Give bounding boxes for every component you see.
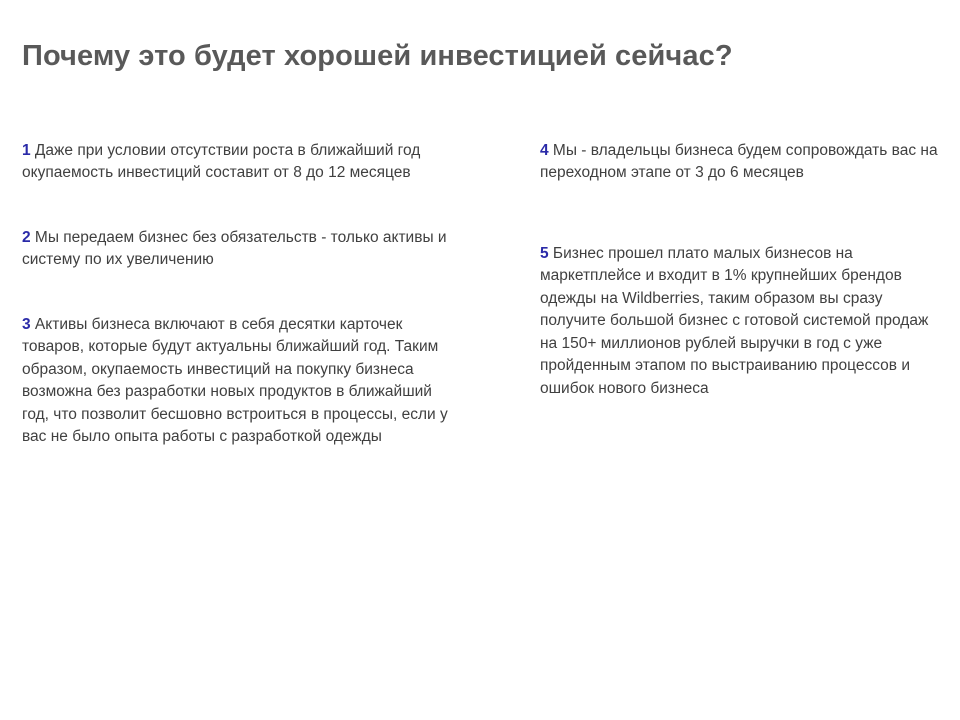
item-text: Мы - владельцы бизнеса будем сопровождать вас на переходном этапе от 3 до 6 месяцев bbox=[540, 142, 938, 182]
right-column bbox=[480, 140, 938, 400]
item-number: 2 bbox=[22, 228, 31, 246]
item-text: Активы бизнеса включают в себя десятки карточек товаров, которые будут актуальны ближайший год. Таким образом, окупаемость инвестиций на покупку бизнеса возможна без разработки новых продуктов в ближайший год, что позволит бесшовно встроиться в процессы, если у вас не было опыта работы с разработкой одежды bbox=[22, 315, 448, 446]
list-item bbox=[22, 227, 462, 272]
list-item bbox=[22, 140, 462, 185]
page-title: Почему это будет хорошей инвестицией сейчас? bbox=[22, 40, 733, 72]
list-item bbox=[22, 314, 462, 449]
list-item bbox=[540, 140, 938, 185]
list-item bbox=[540, 243, 938, 400]
item-text: Бизнес прошел плато малых бизнесов на маркетплейсе и входит в 1% крупнейших брендов одежды на Wildberries, таким образом вы сразу получите большой бизнес с готовой системой продаж на 150+ миллионов рублей выручки в год с уже пройденным этапом по выстраиванию процессов и ошибок нового бизнеса bbox=[540, 244, 929, 397]
left-column bbox=[22, 140, 480, 449]
item-text: Мы передаем бизнес без обязательств - только активы и систему по их увеличению bbox=[22, 228, 447, 269]
item-number: 4 bbox=[540, 142, 549, 159]
item-number: 3 bbox=[22, 315, 31, 333]
item-number: 1 bbox=[22, 142, 31, 159]
item-number: 5 bbox=[540, 244, 549, 262]
item-text: Даже при условии отсутствии роста в ближайший год окупаемость инвестиций составит от 8 до 12 месяцев bbox=[22, 142, 421, 182]
content-columns bbox=[22, 140, 938, 449]
